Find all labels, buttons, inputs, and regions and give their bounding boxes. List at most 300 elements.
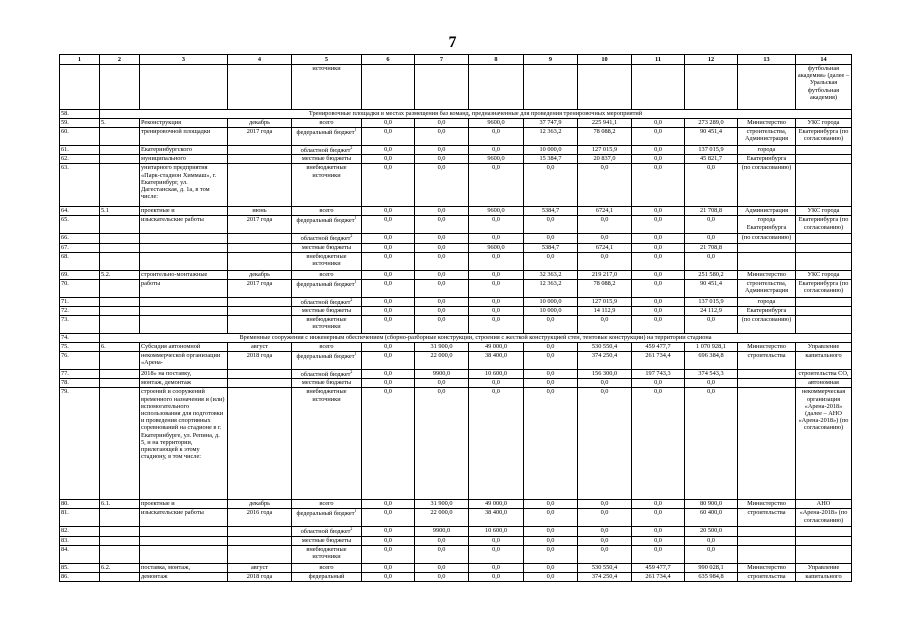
value-2015: 0,0 [415,155,469,164]
value-2017: 0,0 [524,252,578,270]
table-row [60,500,852,509]
value-2015: 0,0 [415,243,469,252]
value-2017: 0,0 [524,315,578,333]
table-row [60,252,852,270]
value-2017: 12 363,2 [524,128,578,146]
value-2014: 0,0 [362,155,415,164]
deadline: 2017 года [228,128,292,146]
value-2019: 0,0 [632,243,685,252]
item-name [140,65,228,110]
item-number [100,388,140,500]
section-title: Тренировочные площадки в местах размещения баз команд, предназначенные для проведения тренировочных мероприятий [100,110,852,119]
row-number: 61. [60,146,100,155]
value-2014: 0,0 [362,527,415,536]
table-row [60,572,852,581]
responsible-executor [738,379,796,388]
row-number: 86. [60,572,100,581]
responsible-executor: строительства [738,509,796,527]
item-name: муниципального [140,155,228,164]
value-2016: 0,0 [469,388,524,500]
value-2014 [362,65,415,110]
co-executor: УКС города [796,207,852,216]
value-total: 90 451,4 [685,128,738,146]
responsible-executor: Екатеринбурга [738,306,796,315]
value-total: 21 708,8 [685,207,738,216]
value-2018: 78 088,2 [578,128,632,146]
item-name: демонтаж [140,572,228,581]
value-2016: 0,0 [469,563,524,572]
deadline [228,164,292,207]
co-executor [796,164,852,207]
responsible-executor [738,243,796,252]
value-2018: 20 837,0 [578,155,632,164]
value-2019: 0,0 [632,379,685,388]
value-2018: 6724,1 [578,243,632,252]
value-2014: 0,0 [362,369,415,378]
value-2019: 459 477,7 [632,342,685,351]
value-2015: 0,0 [415,279,469,297]
table-row [60,119,852,128]
funding-source: местные бюджеты [292,379,362,388]
value-2018: 0,0 [578,527,632,536]
value-2014: 0,0 [362,351,415,369]
table-row [60,509,852,527]
value-2014: 0,0 [362,164,415,207]
value-2017: 0,0 [524,545,578,563]
table-row [60,270,852,279]
value-2019: 0,0 [632,119,685,128]
funding-source: всего [292,563,362,572]
item-name: Екатеринбургского [140,146,228,155]
value-2016: 10 600,0 [469,369,524,378]
item-number [100,146,140,155]
value-2015: 0,0 [415,119,469,128]
funding-source: внебюджетные источники [292,315,362,333]
row-number: 83. [60,536,100,545]
value-2019: 0,0 [632,509,685,527]
value-2018: 0,0 [578,509,632,527]
value-2018: 127 015,9 [578,146,632,155]
value-total: 24 112,9 [685,306,738,315]
co-executor: капитального [796,351,852,369]
value-2014: 0,0 [362,270,415,279]
value-total: 0,0 [685,216,738,234]
value-2017: 0,0 [524,164,578,207]
item-name: унитарного предприятия «Парк-стадион Химмаш», г. Екатеринбург, ул. Дагестанская, д. 1а, в том числе: [140,164,228,207]
deadline: 2017 года [228,216,292,234]
column-header: 13 [738,55,796,65]
value-total: 0,0 [685,252,738,270]
deadline: 2018 года [228,572,292,581]
value-total: 0,0 [685,379,738,388]
value-2019 [632,65,685,110]
value-2018: 0,0 [578,379,632,388]
table-row [60,65,852,110]
value-2017: 0,0 [524,379,578,388]
value-2016: 0,0 [469,252,524,270]
value-2018: 0,0 [578,500,632,509]
value-2019: 0,0 [632,545,685,563]
co-executor: футбольная академия» (далее – Уральская футбольная академия) [796,65,852,110]
value-total: 60 400,0 [685,509,738,527]
value-2016: 49 000,0 [469,342,524,351]
deadline [228,545,292,563]
funding-source: федеральный бюджет$^1$ [292,509,362,527]
value-2017: 0,0 [524,527,578,536]
row-number: 81. [60,509,100,527]
value-2015: 0,0 [415,545,469,563]
value-2015: 0,0 [415,146,469,155]
item-name: проектные и [140,500,228,509]
deadline [228,379,292,388]
value-2015: 22 000,0 [415,351,469,369]
value-2018: 225 941,1 [578,119,632,128]
responsible-executor: Министерство [738,500,796,509]
value-2015: 0,0 [415,270,469,279]
co-executor [796,297,852,306]
item-name [140,315,228,333]
co-executor [796,146,852,155]
responsible-executor: Екатеринбурга [738,155,796,164]
value-2018: 219 217,0 [578,270,632,279]
value-2014: 0,0 [362,545,415,563]
table-row [60,155,852,164]
value-2015: 0,0 [415,128,469,146]
responsible-executor [738,252,796,270]
column-header: 1 [60,55,100,65]
item-number [100,243,140,252]
value-2017: 0,0 [524,572,578,581]
row-number: 67. [60,243,100,252]
value-2018: 156 300,0 [578,369,632,378]
responsible-executor: Министерство [738,270,796,279]
value-2016: 0,0 [469,234,524,243]
value-2015: 0,0 [415,207,469,216]
deadline [228,315,292,333]
row-number: 59. [60,119,100,128]
deadline: декабрь [228,500,292,509]
value-2017: 10 000,0 [524,297,578,306]
deadline [228,388,292,500]
value-2017 [524,65,578,110]
column-header: 10 [578,55,632,65]
row-number: 62. [60,155,100,164]
value-2019: 0,0 [632,155,685,164]
table-row [60,297,852,306]
row-number: 65. [60,216,100,234]
value-2018: 0,0 [578,388,632,500]
value-2019: 261 734,4 [632,351,685,369]
row-number: 60. [60,128,100,146]
value-2019: 0,0 [632,388,685,500]
value-2016: 0,0 [469,536,524,545]
value-2016: 0,0 [469,128,524,146]
value-2014: 0,0 [362,297,415,306]
value-total: 696 384,8 [685,351,738,369]
value-total: 273 289,0 [685,119,738,128]
value-2015: 0,0 [415,297,469,306]
item-name: работы [140,279,228,297]
table-row [60,369,852,378]
column-header: 5 [292,55,362,65]
row-number: 75. [60,342,100,351]
value-2015: 0,0 [415,234,469,243]
row-number: 64. [60,207,100,216]
co-executor: АНО [796,500,852,509]
row-number: 66. [60,234,100,243]
deadline: 2016 года [228,509,292,527]
co-executor: строительства СО, [796,369,852,378]
item-number [100,216,140,234]
co-executor [796,252,852,270]
funding-source: федеральный бюджет$^1$ [292,351,362,369]
value-2019: 0,0 [632,306,685,315]
table-row [60,527,852,536]
item-name: изыскательские работы [140,216,228,234]
value-total: 45 821,7 [685,155,738,164]
value-2018: 374 250,4 [578,351,632,369]
value-2016: 9600,0 [469,243,524,252]
responsible-executor: Министерство [738,563,796,572]
column-header: 12 [685,55,738,65]
value-2019: 0,0 [632,146,685,155]
co-executor: автономная [796,379,852,388]
item-number [100,572,140,581]
value-2015: 0,0 [415,306,469,315]
row-number: 69. [60,270,100,279]
item-number [100,379,140,388]
co-executor: УКС города [796,270,852,279]
item-number [100,155,140,164]
page-number: 7 [448,34,457,51]
value-2015: 31 900,0 [415,500,469,509]
column-header: 9 [524,55,578,65]
value-2014: 0,0 [362,128,415,146]
value-2016: 0,0 [469,297,524,306]
funding-source: внебюджетные источники [292,252,362,270]
co-executor [796,315,852,333]
value-2018: 0,0 [578,545,632,563]
item-name: некоммерческой организации «Арена- [140,351,228,369]
item-name [140,234,228,243]
funding-source: федеральный бюджет$^1$ [292,216,362,234]
value-2019: 459 477,7 [632,563,685,572]
value-2015: 22 000,0 [415,509,469,527]
value-2018: 78 088,2 [578,279,632,297]
item-name: монтаж, демонтаж [140,379,228,388]
row-number: 77. [60,369,100,378]
co-executor: УКС города [796,119,852,128]
value-2018: 0,0 [578,315,632,333]
responsible-executor: строительства, Администрация [738,279,796,297]
value-2017: 0,0 [524,351,578,369]
responsible-executor: Министерство [738,342,796,351]
row-number [60,65,100,110]
value-2014: 0,0 [362,509,415,527]
row-number: 80. [60,500,100,509]
deadline [228,369,292,378]
value-total: 0,0 [685,315,738,333]
table-row [60,216,852,234]
item-number [100,369,140,378]
table-row [60,536,852,545]
funding-source: областной бюджет$^2$ [292,234,362,243]
item-number [100,234,140,243]
value-2017: 32 363,2 [524,270,578,279]
value-2014: 0,0 [362,306,415,315]
value-2017: 0,0 [524,216,578,234]
value-total: 251 580,2 [685,270,738,279]
value-2015: 0,0 [415,572,469,581]
responsible-executor [738,536,796,545]
funding-source: всего [292,342,362,351]
value-2019: 0,0 [632,252,685,270]
value-2016: 49 000,0 [469,500,524,509]
funding-source: областной бюджет$^2$ [292,527,362,536]
value-2019: 0,0 [632,527,685,536]
funding-source: областной бюджет$^2$ [292,369,362,378]
value-2017: 15 384,7 [524,155,578,164]
column-header: 6 [362,55,415,65]
row-number: 78. [60,379,100,388]
value-2016: 9600,0 [469,207,524,216]
row-number: 74. [60,333,100,342]
funding-source: местные бюджеты [292,536,362,545]
value-2018: 0,0 [578,536,632,545]
value-total: 990 028,1 [685,563,738,572]
value-2018: 0,0 [578,252,632,270]
value-2014: 0,0 [362,572,415,581]
value-2014: 0,0 [362,500,415,509]
responsible-executor: строительства [738,572,796,581]
value-2014: 0,0 [362,119,415,128]
item-name [140,536,228,545]
value-2016: 0,0 [469,379,524,388]
value-2017: 0,0 [524,500,578,509]
value-2016: 38 400,0 [469,509,524,527]
table-row [60,207,852,216]
funding-source: всего [292,500,362,509]
value-2015: 0,0 [415,252,469,270]
co-executor: капитального [796,572,852,581]
value-2018: 127 015,9 [578,297,632,306]
table-row [60,146,852,155]
value-total: 1 070 928,1 [685,342,738,351]
value-2016: 0,0 [469,545,524,563]
item-name: изыскательские работы [140,509,228,527]
value-2015: 0,0 [415,379,469,388]
item-name [140,527,228,536]
value-total: 635 984,8 [685,572,738,581]
value-2015: 0,0 [415,164,469,207]
co-executor: Екатеринбурга (по согласованию) [796,128,852,146]
value-2019: 0,0 [632,164,685,207]
value-2015: 0,0 [415,563,469,572]
table-row [60,315,852,333]
value-2018: 14 112,9 [578,306,632,315]
value-2017: 37 747,9 [524,119,578,128]
co-executor: Управление [796,563,852,572]
table-row [60,388,852,500]
value-2017: 0,0 [524,563,578,572]
value-2017: 10 000,0 [524,146,578,155]
deadline [228,65,292,110]
item-name: проектные и [140,207,228,216]
column-header: 2 [100,55,140,65]
value-2016: 38 400,0 [469,351,524,369]
value-2014: 0,0 [362,207,415,216]
value-2016: 0,0 [469,270,524,279]
value-2019: 0,0 [632,234,685,243]
value-total: 137 015,9 [685,297,738,306]
deadline [228,146,292,155]
deadline: 2017 года [228,279,292,297]
row-number: 82. [60,527,100,536]
value-2016: 0,0 [469,315,524,333]
co-executor [796,545,852,563]
value-2016: 0,0 [469,306,524,315]
item-number: 5. [100,119,140,128]
column-header: 7 [415,55,469,65]
deadline [228,155,292,164]
item-number: 6. [100,342,140,351]
value-2016: 0,0 [469,572,524,581]
item-name: Реконструкция [140,119,228,128]
responsible-executor: строительства, Администрация [738,128,796,146]
value-2014: 0,0 [362,243,415,252]
deadline [228,536,292,545]
value-total: 90 451,4 [685,279,738,297]
funding-source: федеральный [292,572,362,581]
row-number: 73. [60,315,100,333]
responsible-executor: (по согласованию) [738,234,796,243]
value-2015: 9900,0 [415,527,469,536]
item-number: 6.1. [100,500,140,509]
value-2017: 12 363,2 [524,279,578,297]
deadline [228,306,292,315]
funding-source: всего [292,207,362,216]
value-2019: 0,0 [632,536,685,545]
column-header: 14 [796,55,852,65]
value-2015: 9900,0 [415,369,469,378]
item-name: Субсидия автономной [140,342,228,351]
responsible-executor: города [738,297,796,306]
row-number: 68. [60,252,100,270]
responsible-executor [738,388,796,500]
funding-source: местные бюджеты [292,243,362,252]
table-row [60,379,852,388]
deadline [228,527,292,536]
value-2014: 0,0 [362,315,415,333]
item-name: поставка, монтаж, [140,563,228,572]
value-2019: 0,0 [632,279,685,297]
deadline: август [228,342,292,351]
value-total: 137 015,9 [685,146,738,155]
value-2018: 0,0 [578,164,632,207]
deadline: август [228,563,292,572]
responsible-executor: Администрация [738,207,796,216]
table-row [60,545,852,563]
funding-source: федеральный бюджет$^1$ [292,128,362,146]
item-number [100,65,140,110]
item-number [100,509,140,527]
column-header: 11 [632,55,685,65]
column-header: 8 [469,55,524,65]
value-2018: 0,0 [578,234,632,243]
responsible-executor [738,369,796,378]
funding-source: местные бюджеты [292,155,362,164]
item-name [140,243,228,252]
